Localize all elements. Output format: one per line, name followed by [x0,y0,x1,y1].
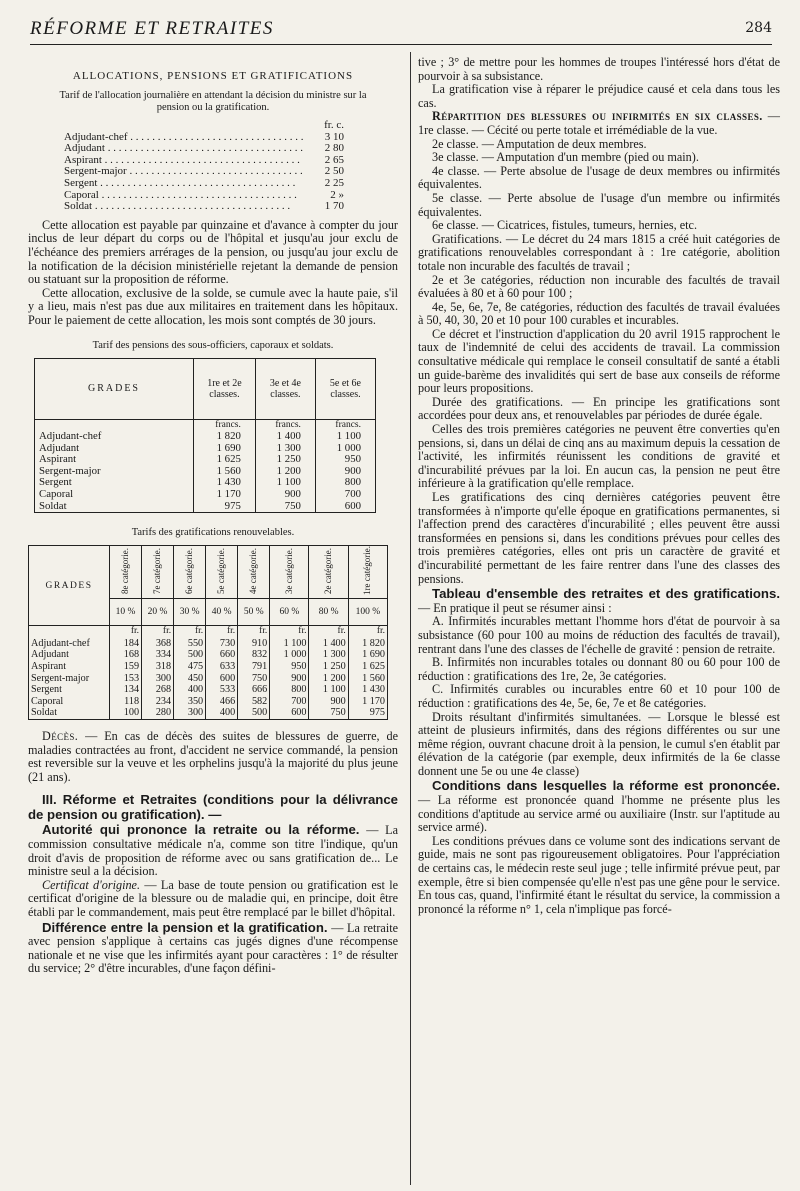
conditions-paragraph: Conditions dans lesquelles la réforme est prononcée. — La réforme est prononcée quand l'homme ne présente plus les conditions d'aptitude au service armé ou auxiliaire (Instr. sur l'aptitude au service armé). [418,778,780,835]
column-header: 1re et 2e classes. [194,358,256,419]
column-header: 3e catégorie. [270,546,309,599]
paragraph: Les gratifications des cinq dernières catégories peuvent être transformées à n'importe qu'elle époque en gratifications permanentes, si l'affection prend des caractères d'incurabilité ; elles peuvent être aussi transformées en pensions si, dans les conditions prévues pour celles des trois premières catégories, elles ont pris un caractère de gravité et d'incurabilité permettant de les faire rentrer dans l'une des classes des pensions. [418,490,780,586]
allocation-row: Adjudant-chef . . . 3 10 [64,132,344,144]
allocations-title: ALLOCATIONS, PENSIONS ET GRATIFICATIONS [72,70,354,82]
table-row: Sergent-major 153 300 450 600 750 900 1 200 1 560 [29,673,388,685]
column-header: 5e et 6e classes. [315,358,375,419]
column-header: 3e et 4e classes. [255,358,315,419]
paragraph: A. Infirmités incurables mettant l'homme hors d'état de pourvoir à sa subsistance (60 pour 100 au moins de réduction des facultés de travail), rentrant dans l'une des classes de l'échelle de gravité : pension de retraite. [418,614,780,656]
table-row: Adjudant 168 334 500 660 832 1 000 1 300 1 690 [29,649,388,661]
autorite-paragraph: Autorité qui prononce la retraite ou la réforme. — La commission consultative médicale n'a, comme son titre l'indique, qu'un droit d'avis de proposition de réforme avec ou sans gratification de... Le ministre seul a la décision. [28,822,399,879]
page-number: 284 [745,20,772,36]
class-item: 5e classe. — Perte absolue de l'usage d'un membre ou infirmités équivalentes. [418,190,780,219]
column-header: 8e catégorie. [110,546,142,599]
repartition-paragraph: Répartition des blessures ou infirmités en six classes. — 1re classe. — Cécité ou perte totale et irrémédiable de la vue. [418,109,780,137]
pensions-caption: Tarif des pensions des sous-officiers, caporaux et soldats. [92,339,334,351]
paragraph: Les conditions prévues dans ce volume sont des indications servant de guide, mais ne sont pas rigoureusement obligatoires. Pour l'appréciation de certains cas, le médecin reste seul juge ; telle infirmité prévue peut, par exemple, être si bien compensée qu'elle n'est pas une gêne pour le service. En tous cas, quand, l'infirmité étant le résultat du service, la commission a prononcé la réforme n° 1, cela n'implique pas forcé- [418,833,780,916]
table-row: Aspirant 1 625 1 250 950 [35,454,376,466]
section-3-title: III. Réforme et Retraites (conditions pour la délivrance de pension ou gratification). — [28,792,398,823]
paragraph: C. Infirmités curables ou incurables entre 60 et 10 pour 100 de réduction : gratifications des 4e, 5e, 6e, 7e et 8e catégories. [418,682,780,710]
class-item: 6e classe. — Cicatrices, fistules, tumeurs, hernies, etc. [432,218,697,233]
column-divider [410,52,411,1185]
table-row: Adjudant-chef 184 368 550 730 910 1 100 1 400 1 820 [29,638,388,650]
running-header [30,14,772,45]
paragraph: Celles des trois premières catégories ne peuvent être converties qu'en pensions, si, dans un délai de cinq ans au maximum depuis la cessation de l'activité, les infirmités réunissent les conditions de gravité et d'incurabilité prévues par la loi. En aucun cas, la pension ne peut être inférieure à la gratification qu'elle remplace. [418,422,780,491]
deces-paragraph: Décès. — En cas de décès des suites de blessures de guerre, de maladies contractées au front, d'accident ne service commandé, la pension est reversible sur la veuve et les orphelins jusqu'à la majorité du plus jeune (21 ans). [28,728,398,784]
allocation-row: Aspirant . . . 2 65 [64,155,344,167]
paragraph: 2e et 3e catégories, réduction non incurable des facultés de travail évaluées à 80 et à 60 pour 100 ; [418,272,780,301]
column-header: 6e catégorie. [174,546,206,599]
allocation-caption: Tarif de l'allocation journalière en attendant la décision du ministre sur la pension ou la gratification. [59,90,367,113]
allocation-row: Soldat . . . 1 70 [64,201,344,213]
table-row: Caporal 118 234 350 466 582 700 900 1 170 [29,696,388,708]
left-column [28,56,398,976]
paragraph: Durée des gratifications. — En principe les gratifications sont accordées pour deux ans, et renouvelables par périodes de durée égale. [418,394,780,423]
paragraph: 4e, 5e, 6e, 7e, 8e catégories, réduction des facultés de travail évaluées à 50, 40, 30, 20 et 10 pour 100 curables et incurables. [418,299,780,328]
column-header: 5e catégorie. [206,546,238,599]
table-row: Adjudant 1 690 1 300 1 000 [35,443,376,455]
table-row: Adjudant-chef 1 820 1 400 1 100 [35,431,376,443]
column-header: 4e catégorie. [238,546,270,599]
paragraph: Gratifications. — Le décret du 24 mars 1815 a créé huit catégories de gratifications renouvelables correspondant à : 1re catégorie, abolition totale non incurable des facultés de travail ; [418,231,780,273]
column-header: 2e catégorie. [309,546,348,599]
allocation-unit: fr. c. [324,119,344,131]
allocation-row: Sergent-major . . . 2 50 [64,166,344,178]
tableau-paragraph: Tableau d'ensemble des retraites et des gratifications. — En pratique il peut se résumer ainsi : [418,586,780,615]
class-item: 3e classe. — Amputation d'un membre (pied ou main). [432,150,699,165]
table-row: Caporal 1 170 900 700 [35,489,376,501]
paragraph: tive ; 3° de mettre pour les hommes de troupes l'intéressé hors d'état de pourvoir à sa subsistance. [418,55,780,83]
table-row: Soldat 975 750 600 [35,501,376,513]
grades-header: GRADES [29,546,110,626]
right-column [418,56,780,916]
allocation-row: Caporal . . . 2 » [64,190,344,202]
column-header: 7e catégorie. [142,546,174,599]
table-row: Sergent-major 1 560 1 200 900 [35,466,376,478]
class-item: 2e classe. — Amputation de deux membres. [432,136,647,151]
column-header: 1re catégorie. [348,546,387,599]
allocation-row: Adjudant . . . 2 80 [64,143,344,155]
table-row: Soldat 100 280 300 400 500 600 750 975 [29,707,388,719]
table-row: Sergent 134 268 400 533 666 800 1 100 1 430 [29,684,388,696]
class-item: 4e classe. — Perte absolue de l'usage de deux membres ou infirmités équivalentes. [418,163,780,192]
header-title: RÉFORME ET RETRAITES [30,18,274,39]
allocation-paragraph-2: Cette allocation, exclusive de la solde, se cumule avec la haute paie, s'il y a lieu, mais n'est pas due aux militaires en traitement dans les hôpitaux. Pour le paiement de cette allocation, les mois sont comptés de 30 jours. [28,285,398,327]
certificat-paragraph: Certificat d'origine. — La base de toute pension ou gratification est le certificat d'origine de la blessure ou de maladie qui, en principe, doit être établi par le commandement, mais peut être remplacé par le billet d'hôpital. [28,877,398,919]
gratifications-caption: Tarifs des gratifications renouvelables. [131,527,295,539]
paragraph: La gratification vise à réparer le préjudice causé et cela dans tous les cas. [418,82,780,110]
grades-header: GRADES [35,358,194,419]
allocation-row: Sergent . . . 2 25 [64,178,344,190]
table-row: Aspirant 159 318 475 633 791 950 1 250 1 625 [29,661,388,673]
gratifications-table: GRADES 8e catégorie. 7e catégorie. 6e catégorie. 5e catégorie. 4e catégorie. 3e catégorie. 2e catégorie. 1re catégorie. 10 % 20 % 30 % 40 % 50 % 60 % 80 % 100 % fr. fr. fr. fr. fr. fr. fr. fr. Adjudant-chef 184 368 550 730 910 1 100 1 400 1 820 Adjudant 168 334 500 660 832 1 000 1 300 1 690 Aspirant 159 318 475 633 791 950 1 250 1 625 Sergent-major 153 300 450 600 750 900 1 200 1 560 Sergent 134 268 400 533 666 800 1 100 1 430 Caporal 118 234 350 466 582 700 900 1 170 Soldat 100 280 300 400 500 600 750 975 [28,545,388,720]
allocation-list [64,120,344,213]
paragraph: B. Infirmités non incurables totales ou donnant 80 ou 60 pour 100 de réduction : gratifications des 1re, 2e, 3e catégories. [418,655,780,683]
paragraph: Ce décret et l'instruction d'application du 20 avril 1915 rapprochent le taux de l'indemnité de celui des accidents de travail. La commission consultative médicale qui remplace le conseil consultatif de santé a établi un guide-barème des invalidités qui sert de base aux conseils de réforme pour leurs propositions. [418,326,780,396]
table-row: Sergent 1 430 1 100 800 [35,477,376,489]
paragraph: Droits résultant d'infirmités simultanées. — Lorsque le blessé est atteint de plusieurs infirmités, dans des régions différentes ou sur une même région, ouvrant chacune droit à la pension, le cumul s'en établit par élévation de la catégorie (par exemple, deux infirmités de la 6e classe donnent une 5e ou une 4e classe) [418,709,780,778]
pensions-table: GRADES 1re et 2e classes. 3e et 4e classes. 5e et 6e classes. francs. francs. francs. Adjudant-chef 1 820 1 400 1 100 Adjudant 1 690 1 300 1 000 Aspirant 1 625 1 250 950 Sergent-major 1 560 1 200 900 Sergent 1 430 1 100 800 Caporal 1 170 900 700 Soldat 975 750 600 [34,358,376,514]
allocation-paragraph-1: Cette allocation est payable par quinzaine et d'avance à compter du jour inclus de leur départ du corps ou de l'hôpital et jusqu'au jour exclu de l'échéance des premiers arrérages de la pension, ou jusqu'au jour exclu de la notification de la décision ministérielle rejetant la demande de pension ou statuant sur la proposition de réforme. [28,217,398,287]
difference-paragraph: Différence entre la pension et la gratification. — La retraite avec pension s'applique à certains cas jugés dignes d'une récompense nationale et ne vise que les infirmités ayant pour caractères : 1° de résulter du service; 2° d'être incurables, d'une façon défini- [28,919,399,976]
